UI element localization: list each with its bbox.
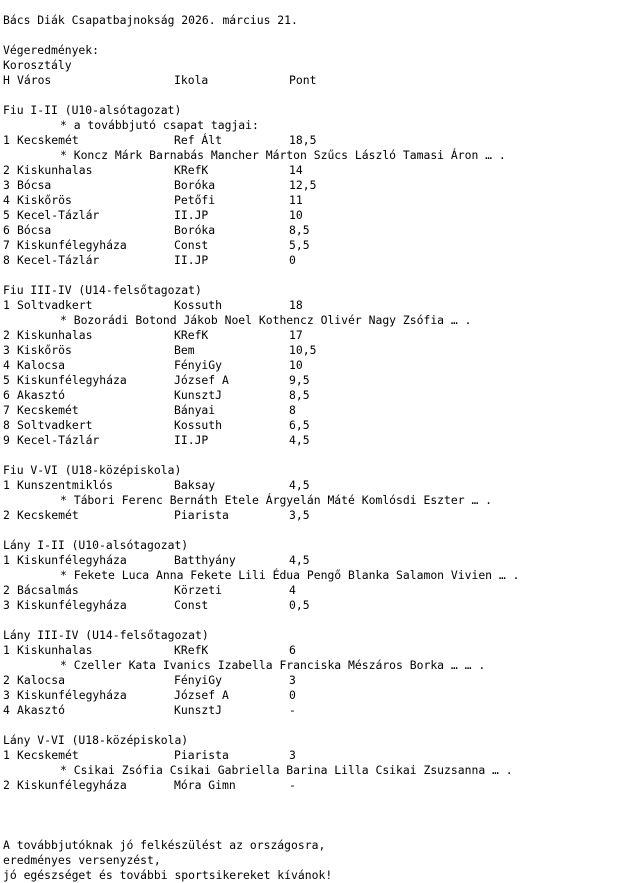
city-cell: Kiskunfélegyháza — [17, 373, 127, 387]
city-cell: Soltvadkert — [17, 298, 93, 312]
school-cell: Petőfi — [174, 193, 216, 207]
points-cell: 5,5 — [289, 238, 310, 252]
column-points-header: Pont — [289, 73, 317, 87]
age-group-label-line — [0, 58, 633, 73]
blank-line — [0, 523, 633, 538]
school-cell: Batthyány — [174, 553, 236, 567]
points-cell: 4 — [289, 583, 296, 597]
points-cell: - — [289, 703, 296, 717]
school-cell: II.JP — [174, 253, 209, 267]
school-cell: Piarista — [174, 508, 229, 522]
points-cell: 18 — [289, 298, 303, 312]
result-row — [0, 373, 633, 388]
points-cell: 0 — [289, 688, 296, 702]
points-cell: 8 — [289, 403, 296, 417]
school-cell: Ref Ált — [174, 133, 223, 147]
rank-cell: 2 — [3, 163, 10, 177]
blank-line — [0, 613, 633, 628]
closing-text: eredményes versenyzést, — [3, 853, 161, 867]
blank-line — [0, 808, 633, 823]
result-row — [0, 193, 633, 208]
school-cell: József A — [174, 373, 229, 387]
result-row — [0, 478, 633, 493]
category-title: Fiu III-IV (U14-felsőtagozat) — [3, 283, 202, 297]
closing-text: A továbbjutóknak jó felkészülést az országosra, — [3, 838, 326, 852]
city-cell: Kecskemét — [17, 748, 79, 762]
result-row — [0, 553, 633, 568]
blank-line — [0, 28, 633, 43]
rank-cell: 4 — [3, 358, 10, 372]
points-cell: 8,5 — [289, 388, 310, 402]
rank-cell: 3 — [3, 598, 10, 612]
school-cell: Const — [174, 238, 209, 252]
points-cell: 9,5 — [289, 373, 310, 387]
school-cell: Boróka — [174, 223, 216, 237]
category-title-line — [0, 463, 633, 478]
school-cell: Kossuth — [174, 418, 223, 432]
city-cell: Kiskőrös — [17, 193, 72, 207]
result-row — [0, 223, 633, 238]
rank-cell: 4 — [3, 703, 10, 717]
rank-cell: 4 — [3, 193, 10, 207]
team-members: * Tábori Ferenc Bernáth Etele Árgyelán Máté Komlósdi Eszter … . — [60, 493, 493, 507]
results-heading-line — [0, 43, 633, 58]
school-cell: II.JP — [174, 208, 209, 222]
points-cell: 14 — [289, 163, 303, 177]
blank-line — [0, 793, 633, 808]
result-row — [0, 358, 633, 373]
rank-cell: 7 — [3, 238, 10, 252]
rank-cell: 2 — [3, 673, 10, 687]
city-cell: Bócsa — [17, 223, 52, 237]
result-row — [0, 208, 633, 223]
city-cell: Kecel-Tázlár — [17, 433, 100, 447]
qualifier-note-line — [0, 118, 633, 133]
rank-cell: 5 — [3, 373, 10, 387]
city-cell: Soltvadkert — [17, 418, 93, 432]
school-cell: KRefK — [174, 643, 209, 657]
city-cell: Kiskőrös — [17, 343, 72, 357]
blank-line — [0, 88, 633, 103]
city-cell: Akasztó — [17, 703, 66, 717]
school-cell: József A — [174, 688, 229, 702]
points-cell: - — [289, 778, 296, 792]
blank-line — [0, 718, 633, 733]
points-cell: 18,5 — [289, 133, 317, 147]
result-row — [0, 238, 633, 253]
result-row — [0, 418, 633, 433]
city-cell: Kecskemét — [17, 403, 79, 417]
rank-cell: 3 — [3, 343, 10, 357]
result-row — [0, 598, 633, 613]
category-title: Fiu V-VI (U18-középiskola) — [3, 463, 182, 477]
points-cell: 3 — [289, 673, 296, 687]
blank-line — [0, 448, 633, 463]
result-row — [0, 703, 633, 718]
school-cell: Const — [174, 598, 209, 612]
qualifier-note: * a továbbjutó csapat tagjai: — [60, 118, 259, 132]
category-title-line — [0, 283, 633, 298]
result-row — [0, 388, 633, 403]
category-title-line — [0, 628, 633, 643]
city-cell: Kecel-Tázlár — [17, 208, 100, 222]
result-row — [0, 403, 633, 418]
age-group-label: Korosztály — [3, 58, 72, 72]
points-cell: 17 — [289, 328, 303, 342]
city-cell: Kiskunfélegyháza — [17, 778, 127, 792]
city-cell: Kecskemét — [17, 508, 79, 522]
school-cell: KRefK — [174, 163, 209, 177]
points-cell: 0 — [289, 253, 296, 267]
blank-line — [0, 823, 633, 838]
school-cell: Piarista — [174, 748, 229, 762]
points-cell: 11 — [289, 193, 303, 207]
column-school-header: Ikola — [174, 73, 209, 87]
rank-cell: 8 — [3, 418, 10, 432]
result-row — [0, 253, 633, 268]
blank-line — [0, 268, 633, 283]
rank-cell: 1 — [3, 643, 10, 657]
result-row — [0, 778, 633, 793]
school-cell: KunsztJ — [174, 703, 223, 717]
result-row — [0, 133, 633, 148]
rank-cell: 2 — [3, 328, 10, 342]
closing-text: jó egészséget és további sportsikereket kívánok! — [3, 868, 333, 882]
column-city-header: Város — [17, 73, 52, 87]
school-cell: Bem — [174, 343, 195, 357]
category-title: Lány I-II (U10-alsótagozat) — [3, 538, 189, 552]
city-cell: Bócsa — [17, 178, 52, 192]
rank-cell: 8 — [3, 253, 10, 267]
closing-text-line — [0, 838, 633, 853]
city-cell: Kiskunhalas — [17, 643, 93, 657]
points-cell: 6,5 — [289, 418, 310, 432]
document-title: Bács Diák Csapatbajnokság 2026. március 21. — [3, 13, 298, 27]
city-cell: Bácsalmás — [17, 583, 79, 597]
result-row — [0, 163, 633, 178]
city-cell: Kiskunhalas — [17, 163, 93, 177]
category-title-line — [0, 733, 633, 748]
rank-cell: 3 — [3, 178, 10, 192]
points-cell: 12,5 — [289, 178, 317, 192]
results-heading: Végeredmények: — [3, 43, 100, 57]
school-cell: Baksay — [174, 478, 216, 492]
result-row — [0, 688, 633, 703]
rank-cell: 2 — [3, 583, 10, 597]
city-cell: Kunszentmiklós — [17, 478, 114, 492]
school-cell: KunsztJ — [174, 388, 223, 402]
city-cell: Kiskunfélegyháza — [17, 238, 127, 252]
column-header-row — [0, 73, 633, 88]
team-members-line — [0, 568, 633, 583]
school-cell: Móra Gimn — [174, 778, 236, 792]
school-cell: Kossuth — [174, 298, 223, 312]
rank-cell: 1 — [3, 133, 10, 147]
column-rank-header: H — [3, 73, 10, 87]
points-cell: 8,5 — [289, 223, 310, 237]
result-row — [0, 433, 633, 448]
team-members: * Fekete Luca Anna Fekete Lili Édua Pengő Blanka Salamon Vivien … . — [60, 568, 520, 582]
team-members: * Csikai Zsófia Csikai Gabriella Barina Lilla Csikai Zsuzsanna … . — [60, 763, 513, 777]
rank-cell: 5 — [3, 208, 10, 222]
result-row — [0, 583, 633, 598]
closing-text-line — [0, 853, 633, 868]
result-row — [0, 343, 633, 358]
city-cell: Kiskunfélegyháza — [17, 553, 127, 567]
points-cell: 10 — [289, 208, 303, 222]
city-cell: Kiskunfélegyháza — [17, 688, 127, 702]
result-row — [0, 748, 633, 763]
school-cell: Körzeti — [174, 583, 223, 597]
city-cell: Akasztó — [17, 388, 66, 402]
rank-cell: 6 — [3, 223, 10, 237]
category-title-line — [0, 538, 633, 553]
category-title: Fiu I-II (U10-alsótagozat) — [3, 103, 182, 117]
team-members-line — [0, 658, 633, 673]
rank-cell: 2 — [3, 508, 10, 522]
result-row — [0, 298, 633, 313]
points-cell: 6 — [289, 643, 296, 657]
city-cell: Kiskunhalas — [17, 328, 93, 342]
rank-cell: 3 — [3, 688, 10, 702]
school-cell: KRefK — [174, 328, 209, 342]
team-members: * Bozorádi Botond Jákob Noel Kothencz Olivér Nagy Zsófia … . — [60, 313, 472, 327]
city-cell: Kalocsa — [17, 358, 66, 372]
school-cell: FényiGy — [174, 673, 223, 687]
city-cell: Kiskunfélegyháza — [17, 598, 127, 612]
city-cell: Kecel-Tázlár — [17, 253, 100, 267]
points-cell: 4,5 — [289, 433, 310, 447]
city-cell: Kecskemét — [17, 133, 79, 147]
category-title: Lány III-IV (U14-felsőtagozat) — [3, 628, 209, 642]
points-cell: 4,5 — [289, 553, 310, 567]
school-cell: Bányai — [174, 403, 216, 417]
rank-cell: 1 — [3, 748, 10, 762]
school-cell: II.JP — [174, 433, 209, 447]
points-cell: 10,5 — [289, 343, 317, 357]
team-members-line — [0, 148, 633, 163]
result-row — [0, 328, 633, 343]
rank-cell: 1 — [3, 478, 10, 492]
rank-cell: 1 — [3, 298, 10, 312]
team-members-line — [0, 313, 633, 328]
points-cell: 4,5 — [289, 478, 310, 492]
rank-cell: 6 — [3, 388, 10, 402]
team-members-line — [0, 493, 633, 508]
city-cell: Kalocsa — [17, 673, 66, 687]
points-cell: 0,5 — [289, 598, 310, 612]
document-title-line — [0, 13, 633, 28]
school-cell: Boróka — [174, 178, 216, 192]
rank-cell: 2 — [3, 778, 10, 792]
result-row — [0, 673, 633, 688]
points-cell: 3,5 — [289, 508, 310, 522]
category-title-line — [0, 103, 633, 118]
team-members: * Koncz Márk Barnabás Mancher Márton Szűcs László Tamasi Áron … . — [60, 148, 506, 162]
closing-text-line — [0, 868, 633, 883]
rank-cell: 9 — [3, 433, 10, 447]
rank-cell: 7 — [3, 403, 10, 417]
points-cell: 3 — [289, 748, 296, 762]
points-cell: 10 — [289, 358, 303, 372]
school-cell: FényiGy — [174, 358, 223, 372]
team-members: * Czeller Kata Ivanics Izabella Franciska Mészáros Borka … … . — [60, 658, 486, 672]
result-row — [0, 508, 633, 523]
category-title: Lány V-VI (U18-középiskola) — [3, 733, 189, 747]
rank-cell: 1 — [3, 553, 10, 567]
team-members-line — [0, 763, 633, 778]
result-row — [0, 178, 633, 193]
result-row — [0, 643, 633, 658]
